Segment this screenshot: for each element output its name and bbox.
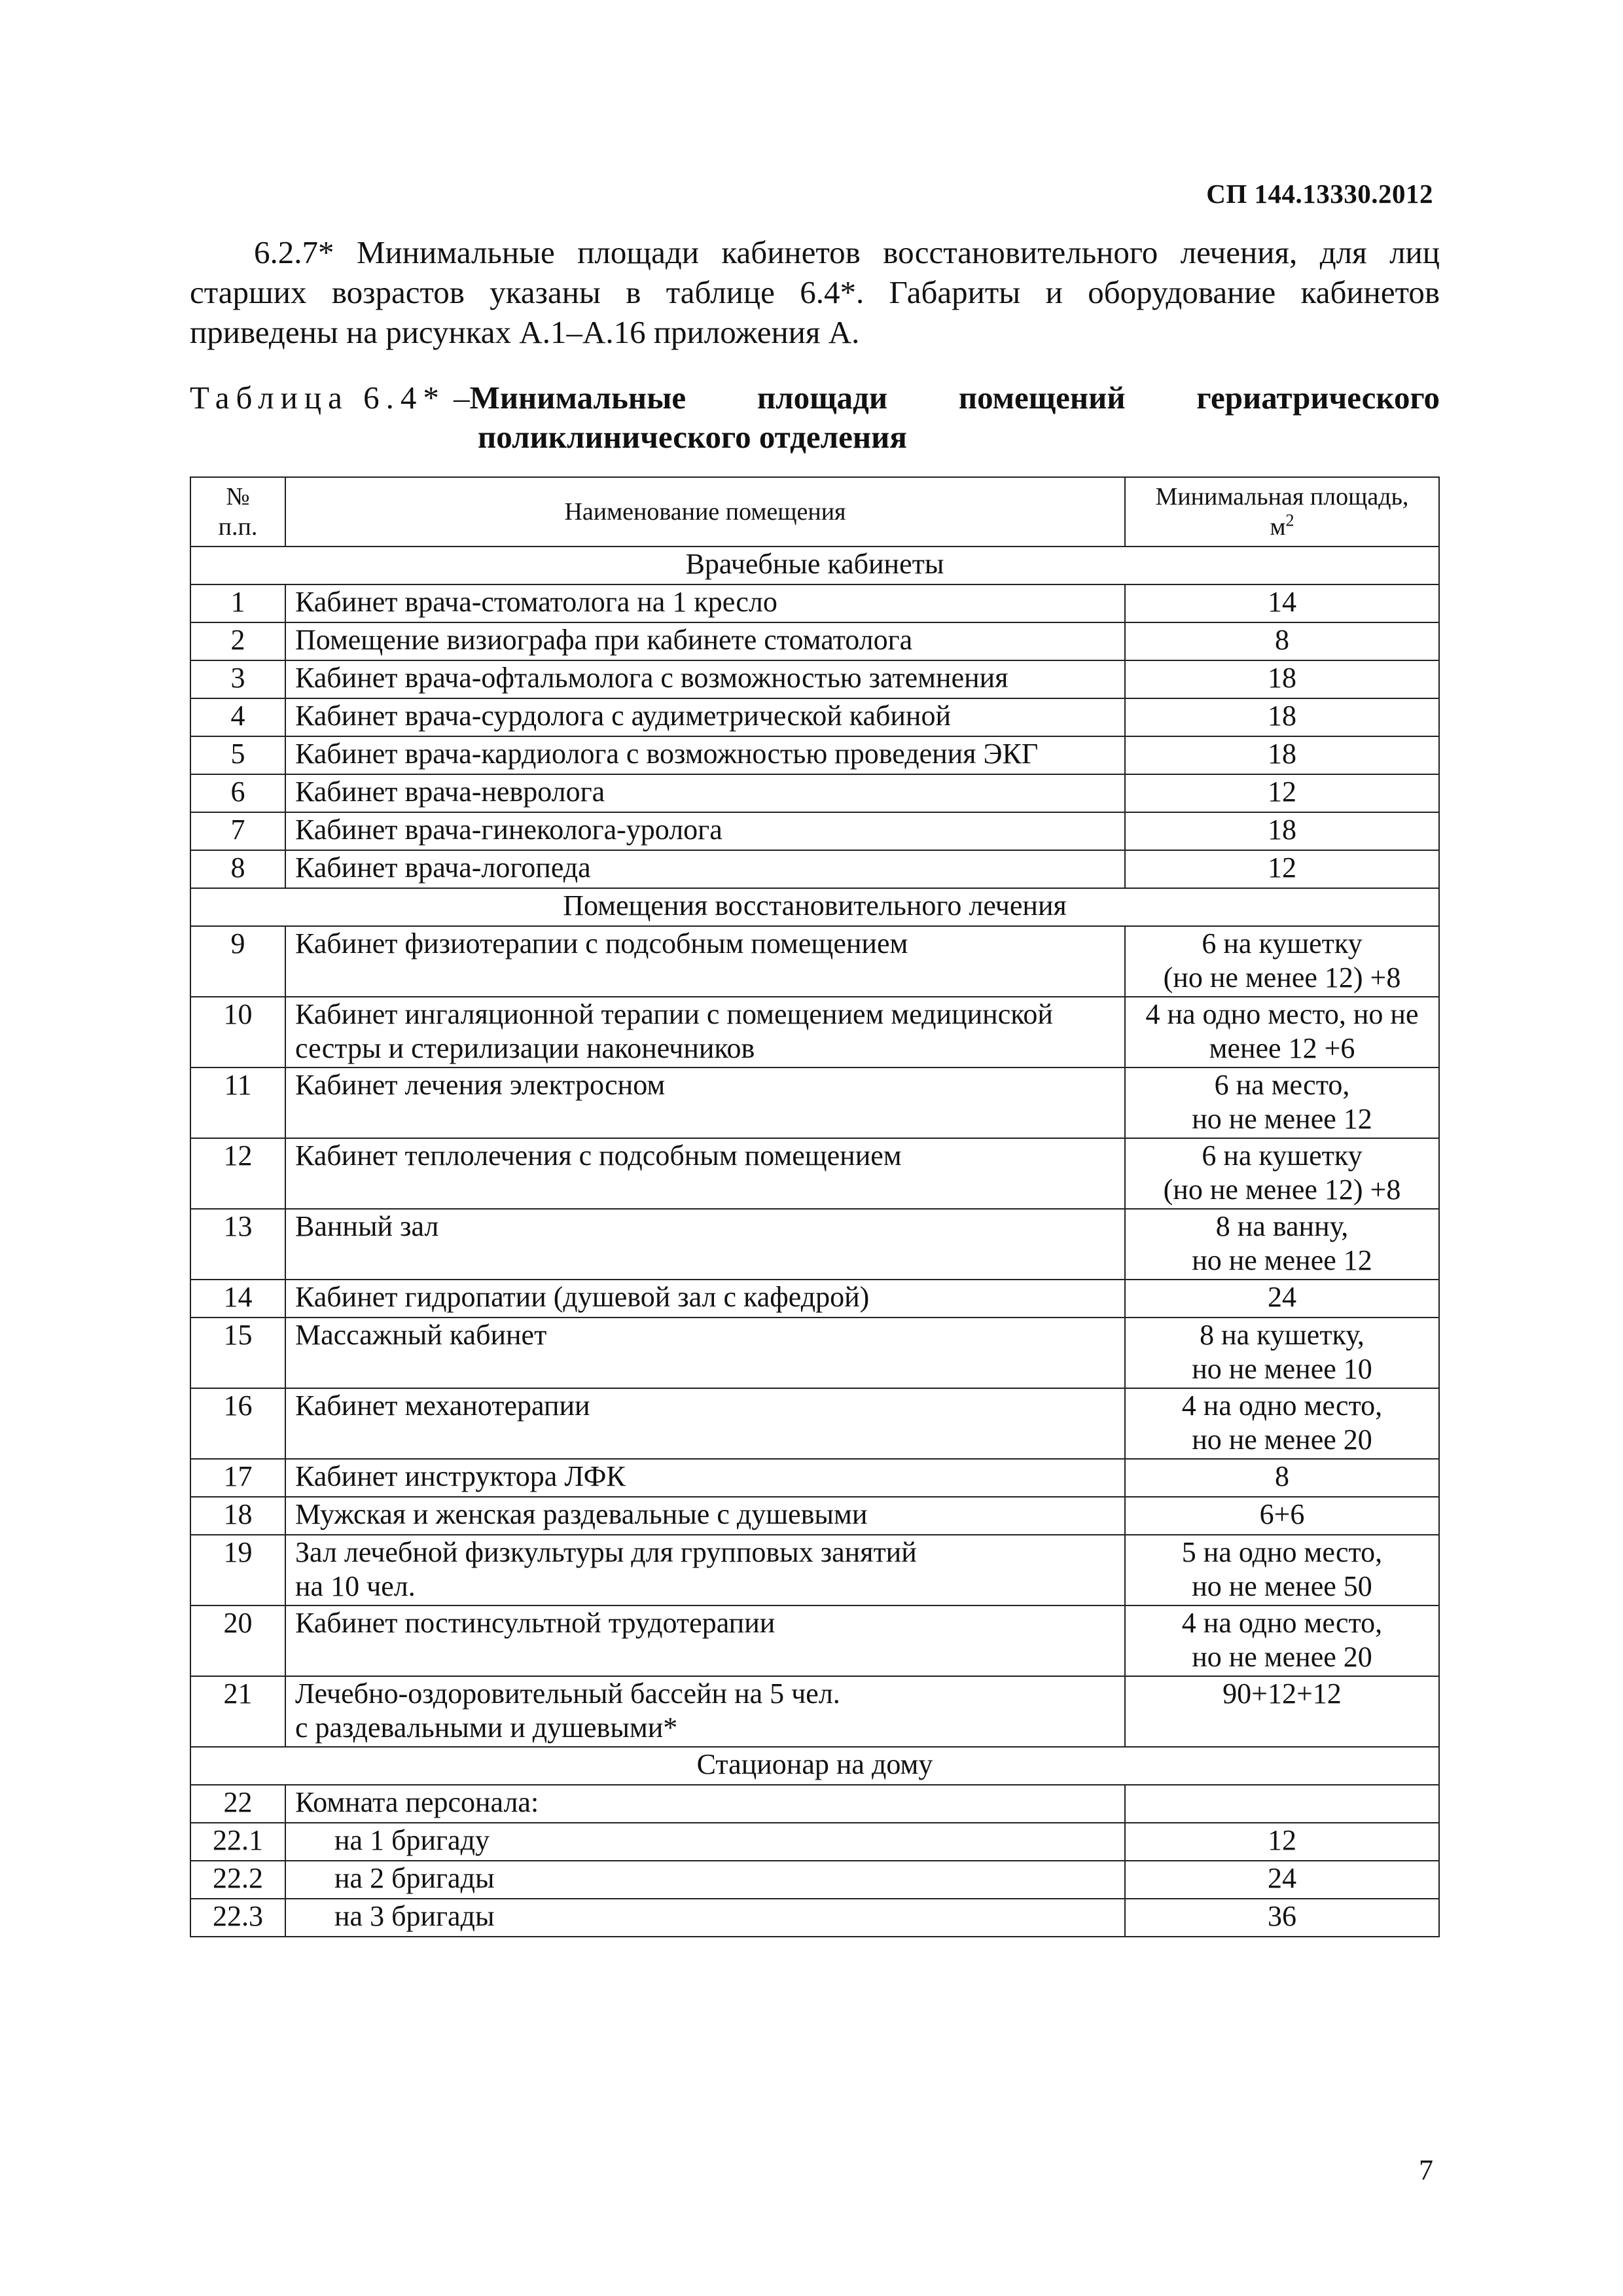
row-number: 6 xyxy=(190,774,285,812)
room-name-line: Кабинет механотерапии xyxy=(295,1390,590,1422)
table-label: Таблица 6.4* xyxy=(190,380,446,416)
table-row xyxy=(190,1318,1439,1388)
header-area-unit: м xyxy=(1270,513,1286,541)
min-area xyxy=(1125,812,1439,850)
min-area-line: 8 на кушетку, xyxy=(1200,1319,1364,1351)
room-name-line: сестры и стерилизации наконечников xyxy=(295,1032,755,1064)
min-area-line: 12 xyxy=(1268,852,1296,884)
room-name xyxy=(285,736,1125,774)
table-row xyxy=(190,736,1439,774)
min-area-line: но не менее 50 xyxy=(1192,1570,1372,1602)
room-name xyxy=(285,1209,1125,1280)
room-name xyxy=(285,584,1125,622)
room-name-line: на 10 чел. xyxy=(295,1570,416,1602)
room-name xyxy=(285,1535,1125,1605)
row-number: 14 xyxy=(190,1280,285,1318)
min-area-line: 18 xyxy=(1268,700,1296,732)
section-title: Стационар на дому xyxy=(190,1747,1439,1785)
min-area-line: 4 на одно место, xyxy=(1181,1390,1383,1422)
intro-line: приведены на рисунках А.1–А.16 приложения А. xyxy=(190,314,860,350)
table-header-row xyxy=(190,477,1439,547)
table-row xyxy=(190,850,1439,888)
room-name-line: Ванный зал xyxy=(295,1210,439,1242)
row-number: 7 xyxy=(190,812,285,850)
room-name-line: на 1 бригаду xyxy=(334,1824,490,1856)
room-name-line: Зал лечебной физкультуры для групповых занятий xyxy=(295,1536,917,1568)
header-area-unit-sup: 2 xyxy=(1285,511,1294,530)
min-area xyxy=(1125,736,1439,774)
min-area-line: 14 xyxy=(1268,586,1296,618)
min-area-line: 12 xyxy=(1268,776,1296,808)
caption-word: помещений xyxy=(958,380,1126,416)
table-row xyxy=(190,812,1439,850)
room-name-line: Массажный кабинет xyxy=(295,1319,547,1351)
row-number: 10 xyxy=(190,997,285,1067)
min-area-line: но не менее 20 xyxy=(1192,1424,1372,1456)
min-area-line: (но не менее 12) +8 xyxy=(1163,961,1401,994)
min-area-line: 4 на одно место, xyxy=(1181,1607,1383,1639)
room-name-line: Кабинет теплолечения с подсобным помещением xyxy=(295,1139,902,1172)
min-area xyxy=(1125,997,1439,1067)
header-num xyxy=(190,477,285,547)
row-number: 1 xyxy=(190,584,285,622)
room-name xyxy=(285,1138,1125,1209)
room-name-line: Комната персонала: xyxy=(295,1786,539,1818)
table-row xyxy=(190,1209,1439,1280)
min-area xyxy=(1125,584,1439,622)
room-name xyxy=(285,1067,1125,1138)
room-name-line: Мужская и женская раздевальные с душевыми xyxy=(295,1498,868,1530)
row-number: 9 xyxy=(190,926,285,997)
min-area-line: 6 на место, xyxy=(1214,1069,1350,1101)
section-title: Помещения восстановительного лечения xyxy=(190,888,1439,926)
min-area-line: 8 xyxy=(1275,1460,1289,1492)
min-area-line: но не менее 12 xyxy=(1192,1103,1372,1135)
header-num-abbr: п.п. xyxy=(218,513,258,541)
row-number: 13 xyxy=(190,1209,285,1280)
room-name xyxy=(285,812,1125,850)
intro-paragraph xyxy=(190,232,1440,352)
min-area-line: но не менее 12 xyxy=(1192,1244,1372,1276)
min-area xyxy=(1125,1823,1439,1861)
row-number: 20 xyxy=(190,1605,285,1676)
min-area-line: 90+12+12 xyxy=(1222,1677,1342,1710)
table-row xyxy=(190,1605,1439,1676)
section-title: Врачебные кабинеты xyxy=(190,547,1439,584)
room-name-line: Кабинет врача-невролога xyxy=(295,776,605,808)
room-name-line: на 2 бригады xyxy=(334,1862,495,1894)
room-name-line: Кабинет постинсультной трудотерапии xyxy=(295,1607,776,1639)
table-row xyxy=(190,1861,1439,1899)
room-name-line: Кабинет врача-стоматолога на 1 кресло xyxy=(295,586,777,618)
table-row xyxy=(190,584,1439,622)
table-row xyxy=(190,1138,1439,1209)
table-row xyxy=(190,1497,1439,1535)
row-number: 21 xyxy=(190,1676,285,1747)
row-number: 5 xyxy=(190,736,285,774)
min-area xyxy=(1125,1497,1439,1535)
row-number: 2 xyxy=(190,622,285,660)
table-caption xyxy=(190,378,1440,457)
min-area-line: 8 на ванну, xyxy=(1215,1210,1349,1242)
section-row xyxy=(190,1747,1439,1785)
min-area-line: 5 на одно место, xyxy=(1181,1536,1383,1568)
room-name xyxy=(285,622,1125,660)
room-name-line: с раздевальными и душевыми* xyxy=(295,1712,678,1744)
header-num-symbol: № xyxy=(226,483,250,511)
section-row xyxy=(190,888,1439,926)
row-number: 16 xyxy=(190,1388,285,1459)
min-area-line: 12 xyxy=(1268,1824,1296,1856)
min-area-line: 36 xyxy=(1268,1900,1296,1932)
caption-word: гериатрического xyxy=(1196,380,1440,416)
min-area-line: менее 12 +6 xyxy=(1209,1032,1355,1064)
table-row xyxy=(190,1459,1439,1497)
min-area xyxy=(1125,1459,1439,1497)
room-name-line: Кабинет инструктора ЛФК xyxy=(295,1460,626,1492)
table-row xyxy=(190,660,1439,698)
room-name xyxy=(285,1899,1125,1937)
table-row xyxy=(190,774,1439,812)
page-number: 7 xyxy=(1419,2154,1433,2186)
min-area xyxy=(1125,926,1439,997)
room-name-line: Кабинет врача-гинеколога-уролога xyxy=(295,814,722,846)
row-number: 19 xyxy=(190,1535,285,1605)
min-area-line: 8 xyxy=(1275,624,1289,656)
row-number: 12 xyxy=(190,1138,285,1209)
caption-word: Минимальные xyxy=(469,380,687,416)
min-area-line: 6 на кушетку xyxy=(1202,1139,1363,1172)
table-row xyxy=(190,1899,1439,1937)
table-row xyxy=(190,1280,1439,1318)
min-area xyxy=(1125,1280,1439,1318)
min-area-line: (но не менее 12) +8 xyxy=(1163,1174,1401,1206)
min-area xyxy=(1125,1899,1439,1937)
room-name-line: Кабинет врача-логопеда xyxy=(295,852,591,884)
min-area xyxy=(1125,698,1439,736)
min-area xyxy=(1125,1535,1439,1605)
room-name xyxy=(285,1388,1125,1459)
row-number: 3 xyxy=(190,660,285,698)
intro-line: старших возрастов указаны в таблице 6.4*. Габариты и оборудование кабинетов xyxy=(190,274,1440,310)
min-area xyxy=(1125,1605,1439,1676)
row-number: 22.1 xyxy=(190,1823,285,1861)
min-area xyxy=(1125,622,1439,660)
caption-line-2: поликлинического отделения xyxy=(478,419,907,455)
room-name xyxy=(285,1605,1125,1676)
room-name-line: Кабинет физиотерапии с подсобным помещением xyxy=(295,927,908,960)
room-name xyxy=(285,698,1125,736)
table-row xyxy=(190,1785,1439,1823)
min-area xyxy=(1125,1861,1439,1899)
document-code: СП 144.13330.2012 xyxy=(1206,179,1433,209)
room-name xyxy=(285,1318,1125,1388)
min-area xyxy=(1125,660,1439,698)
room-name-line: Кабинет гидропатии (душевой зал с кафедрой) xyxy=(295,1281,870,1313)
room-name-line: Кабинет врача-офтальмолога с возможностью затемнения xyxy=(295,662,1008,694)
room-name xyxy=(285,1280,1125,1318)
min-area xyxy=(1125,1388,1439,1459)
room-name xyxy=(285,1459,1125,1497)
min-area xyxy=(1125,1785,1439,1823)
min-area xyxy=(1125,1676,1439,1747)
caption-word: площади xyxy=(757,380,888,416)
min-area xyxy=(1125,850,1439,888)
room-name xyxy=(285,1497,1125,1535)
min-area xyxy=(1125,1138,1439,1209)
min-area-line: 24 xyxy=(1268,1281,1296,1313)
min-area-line: 6+6 xyxy=(1259,1498,1305,1530)
min-area-line: 18 xyxy=(1268,738,1296,770)
room-name xyxy=(285,926,1125,997)
table-row xyxy=(190,622,1439,660)
row-number: 22.3 xyxy=(190,1899,285,1937)
min-area-line: но не менее 20 xyxy=(1192,1641,1372,1673)
row-number: 22 xyxy=(190,1785,285,1823)
min-area-line: 6 на кушетку xyxy=(1202,927,1363,960)
room-name xyxy=(285,1861,1125,1899)
min-area-line: 18 xyxy=(1268,814,1296,846)
min-area xyxy=(1125,1318,1439,1388)
room-name xyxy=(285,997,1125,1067)
room-name-line: Кабинет лечения электросном xyxy=(295,1069,666,1101)
table-row xyxy=(190,997,1439,1067)
room-name-line: Кабинет ингаляционной терапии с помещением медицинской xyxy=(295,998,1053,1030)
room-name xyxy=(285,774,1125,812)
intro-line: 6.2.7* Минимальные площади кабинетов восстановительного лечения, для лиц xyxy=(254,234,1440,270)
min-area-line: 24 xyxy=(1268,1862,1296,1894)
row-number: 11 xyxy=(190,1067,285,1138)
min-area xyxy=(1125,774,1439,812)
min-area-line: 18 xyxy=(1268,662,1296,694)
header-name: Наименование помещения xyxy=(285,477,1125,547)
table-row xyxy=(190,1388,1439,1459)
section-row xyxy=(190,547,1439,584)
row-number: 18 xyxy=(190,1497,285,1535)
room-area-table xyxy=(190,476,1440,1937)
room-name-line: Кабинет врача-кардиолога с возможностью проведения ЭКГ xyxy=(295,738,1039,770)
row-number: 17 xyxy=(190,1459,285,1497)
row-number: 15 xyxy=(190,1318,285,1388)
row-number: 22.2 xyxy=(190,1861,285,1899)
room-name-line: Лечебно-оздоровительный бассейн на 5 чел. xyxy=(295,1677,840,1710)
min-area xyxy=(1125,1067,1439,1138)
room-name-line: Помещение визиографа при кабинете стоматолога xyxy=(295,624,913,656)
table-row xyxy=(190,1676,1439,1747)
room-name xyxy=(285,1785,1125,1823)
row-number: 8 xyxy=(190,850,285,888)
room-name-line: на 3 бригады xyxy=(334,1900,495,1932)
room-name xyxy=(285,850,1125,888)
caption-dash: – xyxy=(454,380,470,416)
min-area-line: но не менее 10 xyxy=(1192,1353,1372,1385)
table-row xyxy=(190,1067,1439,1138)
row-number: 4 xyxy=(190,698,285,736)
room-name-line: Кабинет врача-сурдолога с аудиметрической кабиной xyxy=(295,700,952,732)
room-name xyxy=(285,1676,1125,1747)
room-name xyxy=(285,1823,1125,1861)
min-area-line: 4 на одно место, но не xyxy=(1145,998,1419,1030)
table-row xyxy=(190,1823,1439,1861)
table-row xyxy=(190,1535,1439,1605)
header-area xyxy=(1125,477,1439,547)
table-row xyxy=(190,698,1439,736)
header-area-label: Минимальная площадь, xyxy=(1155,483,1409,511)
table-row xyxy=(190,926,1439,997)
room-name xyxy=(285,660,1125,698)
min-area xyxy=(1125,1209,1439,1280)
